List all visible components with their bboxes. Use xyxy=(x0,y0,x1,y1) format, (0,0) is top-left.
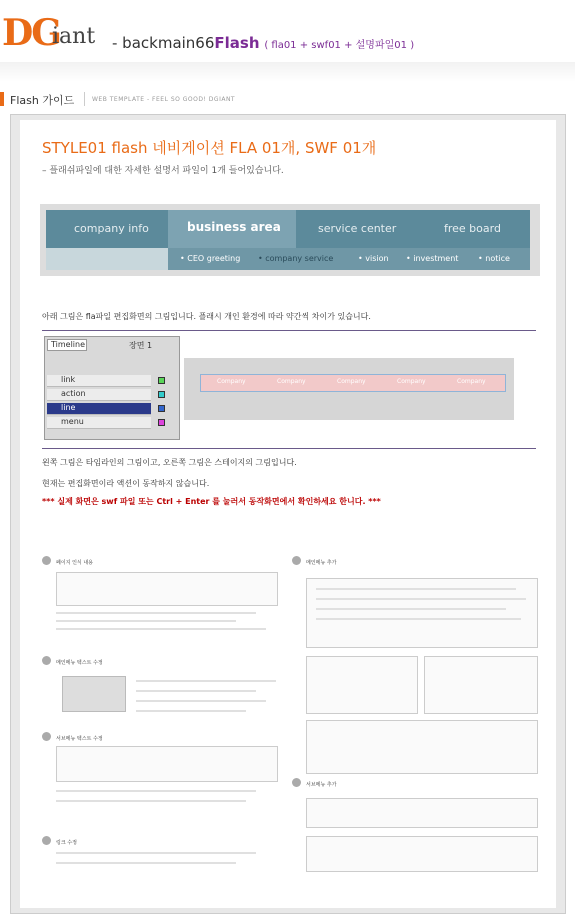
caption-warning: *** 실제 화면은 swf 파일 또는 Ctrl + Enter 를 눌러서 동작화면에서 확인하세요 한니다. *** xyxy=(42,497,381,506)
bullet-icon xyxy=(292,778,301,787)
layer-line[interactable] xyxy=(47,403,151,415)
section-divider xyxy=(84,92,85,106)
manual-text-line xyxy=(316,588,516,590)
manual-text-line xyxy=(56,862,236,864)
bullet-icon xyxy=(292,556,301,565)
manual-section-title: 링크 수정 xyxy=(56,840,77,846)
timeline-tab[interactable]: Timeline xyxy=(47,339,87,351)
manual-text-line xyxy=(136,690,256,692)
layer-color-swatch xyxy=(158,391,165,398)
manual-screenshot xyxy=(62,676,126,712)
manual-text-line xyxy=(56,628,266,630)
stage-button: Company xyxy=(457,378,486,385)
manual-code-box xyxy=(424,656,538,714)
title-files: ( fla01 + swf01 + 설명파일01 ) xyxy=(264,40,415,51)
manual-section-title: 메인메뉴 텍스트 수정 xyxy=(56,660,103,666)
caption-timeline: 왼쪽 그림은 타임라인의 그림이고, 오른쪽 그림은 스테이지의 그림입니다. xyxy=(42,458,297,467)
manual-text-line xyxy=(56,852,256,854)
stage-panel xyxy=(184,358,514,420)
manual-section-title: 서브메뉴 추가 xyxy=(306,782,337,788)
page-title xyxy=(112,34,414,52)
manual-text-line xyxy=(316,598,526,600)
logo-dg: DG xyxy=(2,12,60,54)
stage-button: Company xyxy=(397,378,426,385)
nav-preview xyxy=(46,210,530,270)
nav-sub-investment[interactable]: • investment xyxy=(406,254,459,263)
layer-label: menu xyxy=(61,417,84,426)
nav-item-company-info[interactable]: company info xyxy=(74,222,149,235)
divider-top xyxy=(42,330,536,331)
bullet-icon xyxy=(42,732,51,741)
layer-color-swatch xyxy=(158,377,165,384)
manual-section-title: 페이지 인식 내용 xyxy=(56,560,93,566)
bullet-icon xyxy=(42,656,51,665)
layer-color-swatch xyxy=(158,419,165,426)
timeline-panel xyxy=(44,336,180,440)
scene-label: 장면 1 xyxy=(129,341,153,350)
manual-code-box xyxy=(56,572,278,606)
stage-button: Company xyxy=(277,378,306,385)
manual-text-line xyxy=(56,800,246,802)
section-header xyxy=(0,88,575,110)
nav-item-service-center[interactable]: service center xyxy=(318,222,397,235)
nav-item-business-area[interactable]: business area xyxy=(187,220,281,234)
manual-text-line xyxy=(136,700,266,702)
layer-label: line xyxy=(61,403,76,412)
content-heading: STYLE01 flash 네비게이션 FLA 01개, SWF 01개 xyxy=(42,139,377,157)
stage-button: Company xyxy=(337,378,366,385)
caption-edit: 현재는 편집화면이라 액션이 동작하지 않습니다. xyxy=(42,479,210,488)
manual-text-line xyxy=(316,608,506,610)
content-heading-desc: – 플래쉬파일에 대한 자세한 설명서 파일이 1개 들어있습니다. xyxy=(42,166,284,176)
bullet-icon xyxy=(42,556,51,565)
manual-section-title: 서브메뉴 텍스트 수정 xyxy=(56,736,103,742)
title-prefix: - backmain66 xyxy=(112,34,215,52)
title-flash: Flash xyxy=(214,34,260,52)
header-divider xyxy=(0,62,575,82)
manual-text-line xyxy=(136,680,276,682)
manual-text-line xyxy=(316,618,521,620)
manual-text-line xyxy=(56,612,256,614)
manual-code-box xyxy=(306,836,538,872)
layer-action[interactable] xyxy=(47,389,151,401)
manual-code-box xyxy=(306,656,418,714)
header xyxy=(0,0,575,62)
stage-menu-bar xyxy=(200,374,506,392)
layer-label: action xyxy=(61,389,86,398)
nav-item-free-board[interactable]: free board xyxy=(444,222,501,235)
section-subtitle: WEB TEMPLATE - FEEL SO GOOD! DGIANT xyxy=(92,96,236,103)
section-title: Flash 가이드 xyxy=(10,94,75,107)
logo-text: iant xyxy=(52,24,96,49)
manual-section-title: 메인메뉴 추가 xyxy=(306,560,337,566)
manual-code-box xyxy=(306,798,538,828)
manual-code-box xyxy=(56,746,278,782)
bullet-icon xyxy=(42,836,51,845)
manual-text-line xyxy=(56,790,256,792)
divider-bottom xyxy=(42,448,536,449)
layer-menu[interactable] xyxy=(47,417,151,429)
nav-sub-company-service[interactable]: • company service xyxy=(258,254,334,263)
section-marker-icon xyxy=(0,92,4,106)
manual-code-box xyxy=(306,720,538,774)
nav-sub-ceo[interactable]: • CEO greeting xyxy=(180,254,241,263)
layer-link[interactable] xyxy=(47,375,151,387)
layer-color-swatch xyxy=(158,405,165,412)
layer-label: link xyxy=(61,375,76,384)
stage-button: Company xyxy=(217,378,246,385)
caption-fla: 아래 그림은 fla파일 편집화면의 그림입니다. 플래시 개인 환경에 따라 약간씩 차이가 있습니다. xyxy=(42,312,371,321)
manual-text-line xyxy=(136,710,246,712)
manual-text-line xyxy=(56,620,236,622)
nav-sub-vision[interactable]: • vision xyxy=(358,254,389,263)
nav-sub-notice[interactable]: • notice xyxy=(478,254,510,263)
